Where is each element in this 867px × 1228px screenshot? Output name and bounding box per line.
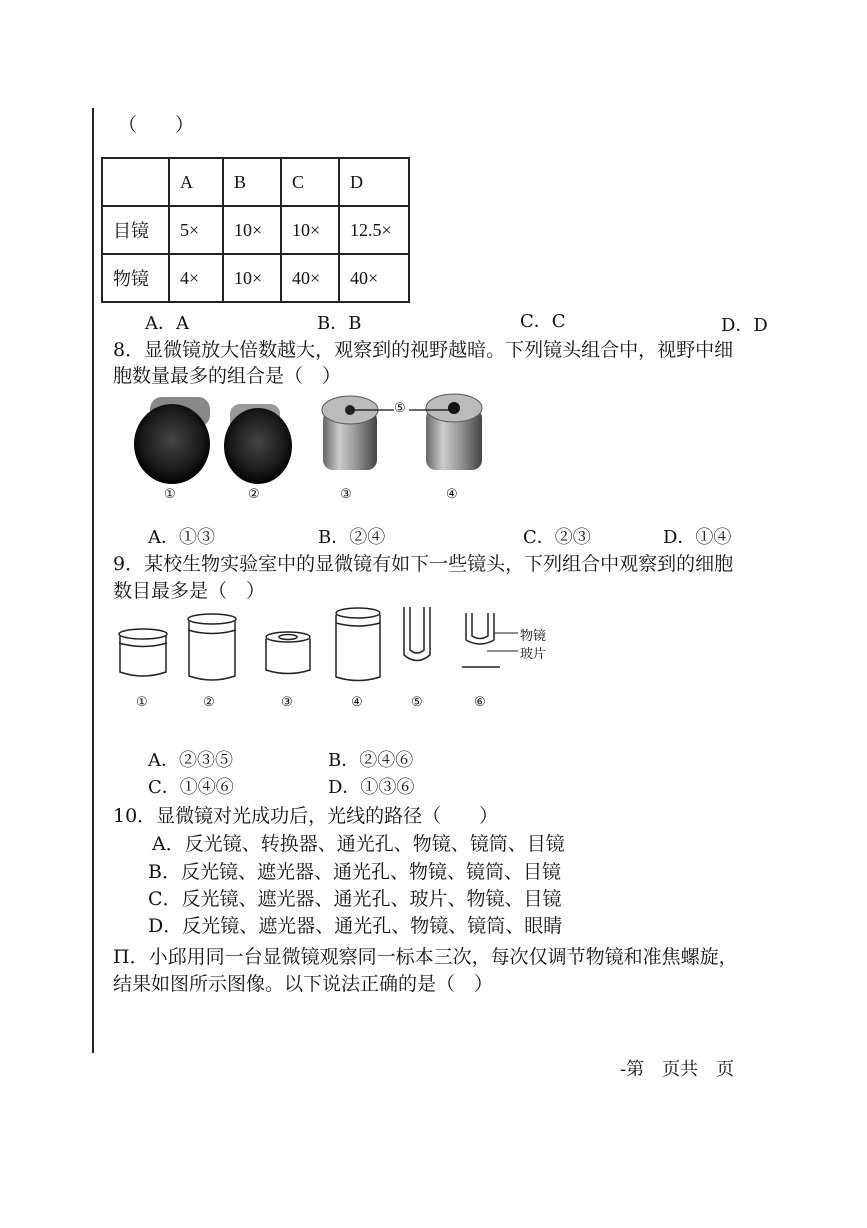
table-cell: B <box>223 158 281 206</box>
lens-2 <box>188 614 236 680</box>
q8-option-d: D．①④ <box>663 527 732 548</box>
table-cell: 目镜 <box>102 206 169 254</box>
table-cell: 5× <box>169 206 223 254</box>
table-cell: 10× <box>223 254 281 302</box>
q10-option-b: B．反光镜、遮光器、通光孔、物镜、镜筒、目镜 <box>148 861 561 883</box>
q8-callout-5: ⑤ <box>394 401 406 416</box>
q9-figure-label: ③ <box>281 695 293 710</box>
q9-option-b: B．②④⑥ <box>328 750 414 771</box>
q7-option-b: B．B <box>317 313 362 334</box>
q9-option-c: C．①④⑥ <box>148 777 234 798</box>
q9-option-a: A．②③⑤ <box>148 750 233 771</box>
q9-option-d: D．①③⑥ <box>328 777 415 798</box>
table-cell: 10× <box>281 206 339 254</box>
table-cell: 物镜 <box>102 254 169 302</box>
q10-option-d: D．反光镜、遮光器、通光孔、物镜、镜筒、眼睛 <box>148 915 563 937</box>
page-footer: -第 页共 页 <box>620 1059 735 1080</box>
table-cell: 40× <box>281 254 339 302</box>
table-cell: 10× <box>223 206 281 254</box>
q9-figure-label: ⑤ <box>411 695 423 710</box>
lens-1 <box>119 629 167 676</box>
q10-option-c: C．反光镜、遮光器、通光孔、玻片、物镜、目镜 <box>148 888 562 910</box>
table-cell: 4× <box>169 254 223 302</box>
q9-figure-label: ② <box>203 695 215 710</box>
q9-stem-line1: 9．某校生物实验室中的显微镜有如下一些镜头，下列组合中观察到的细胞 <box>113 553 734 575</box>
q9-stem-line2: 数目最多是（ ） <box>113 580 266 602</box>
q9-figure-label: ⑥ <box>474 695 486 710</box>
table-cell: D <box>339 158 409 206</box>
q8-stem-line2: 胞数量最多的组合是（ ） <box>113 365 342 387</box>
q7-answer-paren: （ ） <box>118 114 195 136</box>
table-cell: 12.5× <box>339 206 409 254</box>
q8-figure-label: ② <box>248 487 260 502</box>
q7-option-a: A．A <box>145 313 189 334</box>
q8-option-b: B．②④ <box>318 527 386 548</box>
objective-6 <box>462 613 500 667</box>
q10-stem: 10．显微镜对光成功后，光线的路径（ ） <box>113 805 499 827</box>
table-cell: C <box>281 158 339 206</box>
q8-figure-label: ① <box>164 487 176 502</box>
q11-stem-line2: 结果如图所示图像。以下说法正确的是（ ） <box>113 973 494 995</box>
q9-figure-label: ① <box>136 695 148 710</box>
objective-5 <box>404 607 430 661</box>
table-cell: A <box>169 158 223 206</box>
q8-figure-label: ④ <box>446 487 458 502</box>
lens-4 <box>336 608 380 681</box>
q7-option-d: D．D <box>721 315 768 336</box>
q8-option-a: A．①③ <box>148 527 215 548</box>
q9-figure-label: ④ <box>351 695 363 710</box>
q11-stem-line1: П．小邱用同一台显微镜观察同一标本三次，每次仅调节物镜和准焦螺旋， <box>113 946 738 968</box>
q8-stem-line1: 8．显微镜放大倍数越大，观察到的视野越暗。下列镜头组合中，视野中细 <box>113 339 734 361</box>
table-cell: 40× <box>339 254 409 302</box>
q9-callout-objective: 物镜 <box>520 629 547 644</box>
q8-option-c: C．②③ <box>523 527 591 548</box>
q7-option-c: C．C <box>520 311 566 332</box>
q10-option-a: A．反光镜、转换器、通光孔、物镜、镜筒、目镜 <box>152 833 565 855</box>
lens-3 <box>266 632 310 674</box>
q9-callout-slide: 玻片 <box>520 647 547 662</box>
q8-figure-label: ③ <box>340 487 352 502</box>
